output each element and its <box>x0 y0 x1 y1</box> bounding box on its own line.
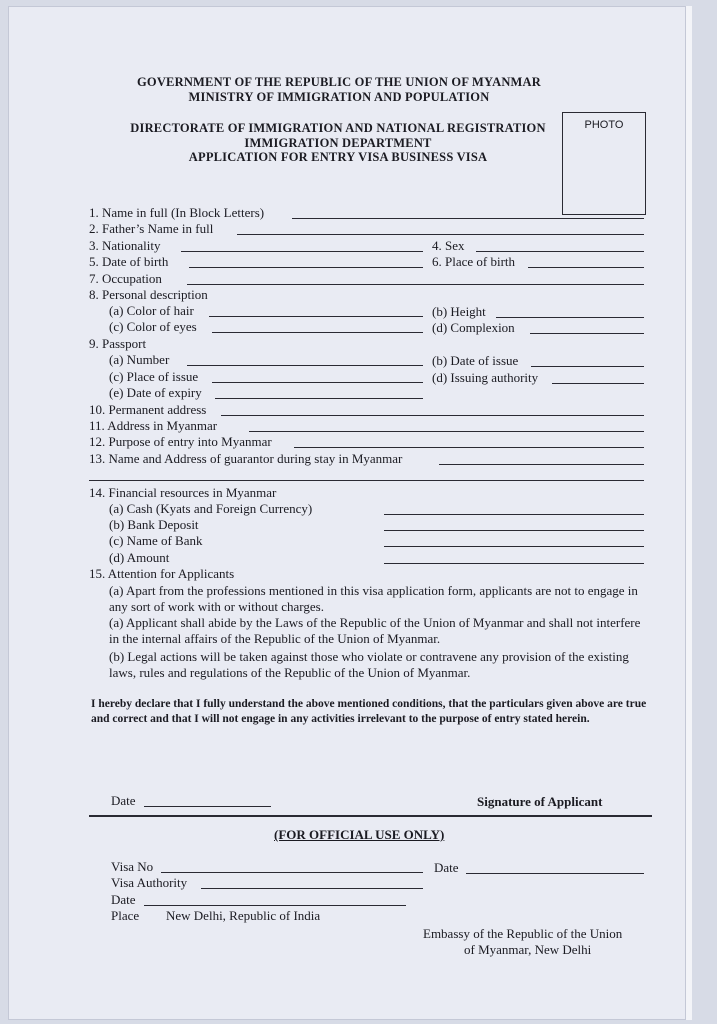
field-sex-input[interactable] <box>476 251 644 252</box>
field-pob-label: 6. Place of birth <box>432 254 516 269</box>
field-cash-label: (a) Cash (Kyats and Foreign Currency) <box>109 501 313 516</box>
field-expiry-input[interactable] <box>215 398 423 399</box>
visa-authority-input[interactable] <box>201 888 423 889</box>
field-eyes-input[interactable] <box>212 332 423 333</box>
field-height-label: (b) Height <box>432 304 486 319</box>
field-bank-deposit-input[interactable] <box>384 530 644 531</box>
signature-label: Signature of Applicant <box>477 794 603 809</box>
official-use-title: (FOR OFFICIAL USE ONLY) <box>274 827 445 842</box>
field-place-of-issue-input[interactable] <box>212 382 423 383</box>
declaration-text: I hereby declare that I fully understand the above mentioned conditions, that the particulars given above are true and correct and that I will not engage in any activities irrelevant to the purpose of entry stated herein. <box>91 698 647 725</box>
field-name-label: 1. Name in full (In Block Letters) <box>89 205 265 220</box>
field-name-input[interactable] <box>292 218 644 219</box>
attention-item-a2: (a) Applicant shall abide by the Laws of the Republic of the Union of Myanmar and shall not interfere in the internal affairs of the Republic of the Union of Myanmar. <box>109 615 641 646</box>
place-value: New Delhi, Republic of India <box>166 908 321 923</box>
field-financial-label: 14. Financial resources in Myanmar <box>89 485 277 500</box>
applicant-date-input[interactable] <box>144 806 271 807</box>
field-complexion-label: (d) Complexion <box>432 320 515 335</box>
official-date2-input[interactable] <box>144 905 406 906</box>
field-passport-label: 9. Passport <box>89 336 147 351</box>
field-passport-number-input[interactable] <box>187 365 423 366</box>
field-expiry-label: (e) Date of expiry <box>109 385 202 400</box>
header-department: IMMIGRATION DEPARTMENT <box>244 136 432 150</box>
embassy-line1: Embassy of the Republic of the Union <box>423 926 623 941</box>
divider-rule <box>89 815 652 817</box>
field-date-of-issue-input[interactable] <box>531 366 644 367</box>
field-guarantor-label: 13. Name and Address of guarantor during stay in Myanmar <box>89 451 403 466</box>
field-sex-label: 4. Sex <box>432 238 465 253</box>
field-cash-input[interactable] <box>384 514 644 515</box>
field-purpose-label: 12. Purpose of entry into Myanmar <box>89 434 272 449</box>
field-hair-label: (a) Color of hair <box>109 303 194 318</box>
header-directorate: DIRECTORATE OF IMMIGRATION AND NATIONAL REGISTRATION <box>130 121 546 135</box>
photo-box <box>562 112 646 215</box>
field-issuing-authority-input[interactable] <box>552 383 644 384</box>
visa-no-input[interactable] <box>161 872 423 873</box>
field-permanent-address-input[interactable] <box>221 415 644 416</box>
field-address-myanmar-input[interactable] <box>249 431 644 432</box>
field-amount-input[interactable] <box>384 563 644 564</box>
place-label: Place <box>111 908 140 923</box>
official-date-input[interactable] <box>466 873 644 874</box>
field-dob-input[interactable] <box>189 267 423 268</box>
photo-label: PHOTO <box>584 119 624 131</box>
visa-no-label: Visa No <box>111 859 154 874</box>
field-passport-number-label: (a) Number <box>109 352 170 367</box>
attention-item-b: (b) Legal actions will be taken against those who violate or contravene any provision of the existing laws, rules and regulations of the Republic of the Union of Myanmar. <box>109 649 629 680</box>
header-government: GOVERNMENT OF THE REPUBLIC OF THE UNION OF MYANMAR <box>136 75 541 89</box>
attention-heading: 15. Attention for Applicants <box>89 566 235 581</box>
field-bank-name-input[interactable] <box>384 546 644 547</box>
field-guarantor-input[interactable] <box>439 464 644 465</box>
field-amount-label: (d) Amount <box>109 550 170 565</box>
official-date-label: Date <box>434 860 459 875</box>
field-place-of-issue-label: (c) Place of issue <box>109 369 199 384</box>
field-bank-name-label: (c) Name of Bank <box>109 533 203 548</box>
field-occupation-label: 7. Occupation <box>89 271 162 286</box>
field-dob-label: 5. Date of birth <box>89 254 169 269</box>
field-father-input[interactable] <box>237 234 644 235</box>
field-complexion-input[interactable] <box>530 333 644 334</box>
field-father-label: 2. Father’s Name in full <box>89 221 214 236</box>
field-occupation-input[interactable] <box>187 284 644 285</box>
field-personal-description-label: 8. Personal description <box>89 287 208 302</box>
field-date-of-issue-label: (b) Date of issue <box>432 353 519 368</box>
embassy-line2: of Myanmar, New Delhi <box>464 942 592 957</box>
field-address-myanmar-label: 11. Address in Myanmar <box>89 418 218 433</box>
field-pob-input[interactable] <box>528 267 644 268</box>
field-nationality-label: 3. Nationality <box>89 238 161 253</box>
field-guarantor-input-line2[interactable] <box>89 480 644 481</box>
header-ministry: MINISTRY OF IMMIGRATION AND POPULATION <box>188 90 490 104</box>
field-nationality-input[interactable] <box>181 251 423 252</box>
field-permanent-address-label: 10. Permanent address <box>89 402 207 417</box>
field-eyes-label: (c) Color of eyes <box>109 319 197 334</box>
field-hair-input[interactable] <box>209 316 423 317</box>
field-bank-deposit-label: (b) Bank Deposit <box>109 517 199 532</box>
applicant-date-label: Date <box>111 793 136 808</box>
form-sheet <box>8 6 686 1020</box>
attention-item-a: (a) Apart from the professions mentioned in this visa application form, applicants are not to engage in any sort of work with or without charges. <box>109 583 638 614</box>
header-application-title: APPLICATION FOR ENTRY VISA BUSINESS VISA <box>188 150 488 164</box>
field-purpose-input[interactable] <box>294 447 644 448</box>
visa-authority-label: Visa Authority <box>111 875 188 890</box>
official-date2-label: Date <box>111 892 136 907</box>
field-issuing-authority-label: (d) Issuing authority <box>432 370 539 385</box>
field-height-input[interactable] <box>496 317 644 318</box>
